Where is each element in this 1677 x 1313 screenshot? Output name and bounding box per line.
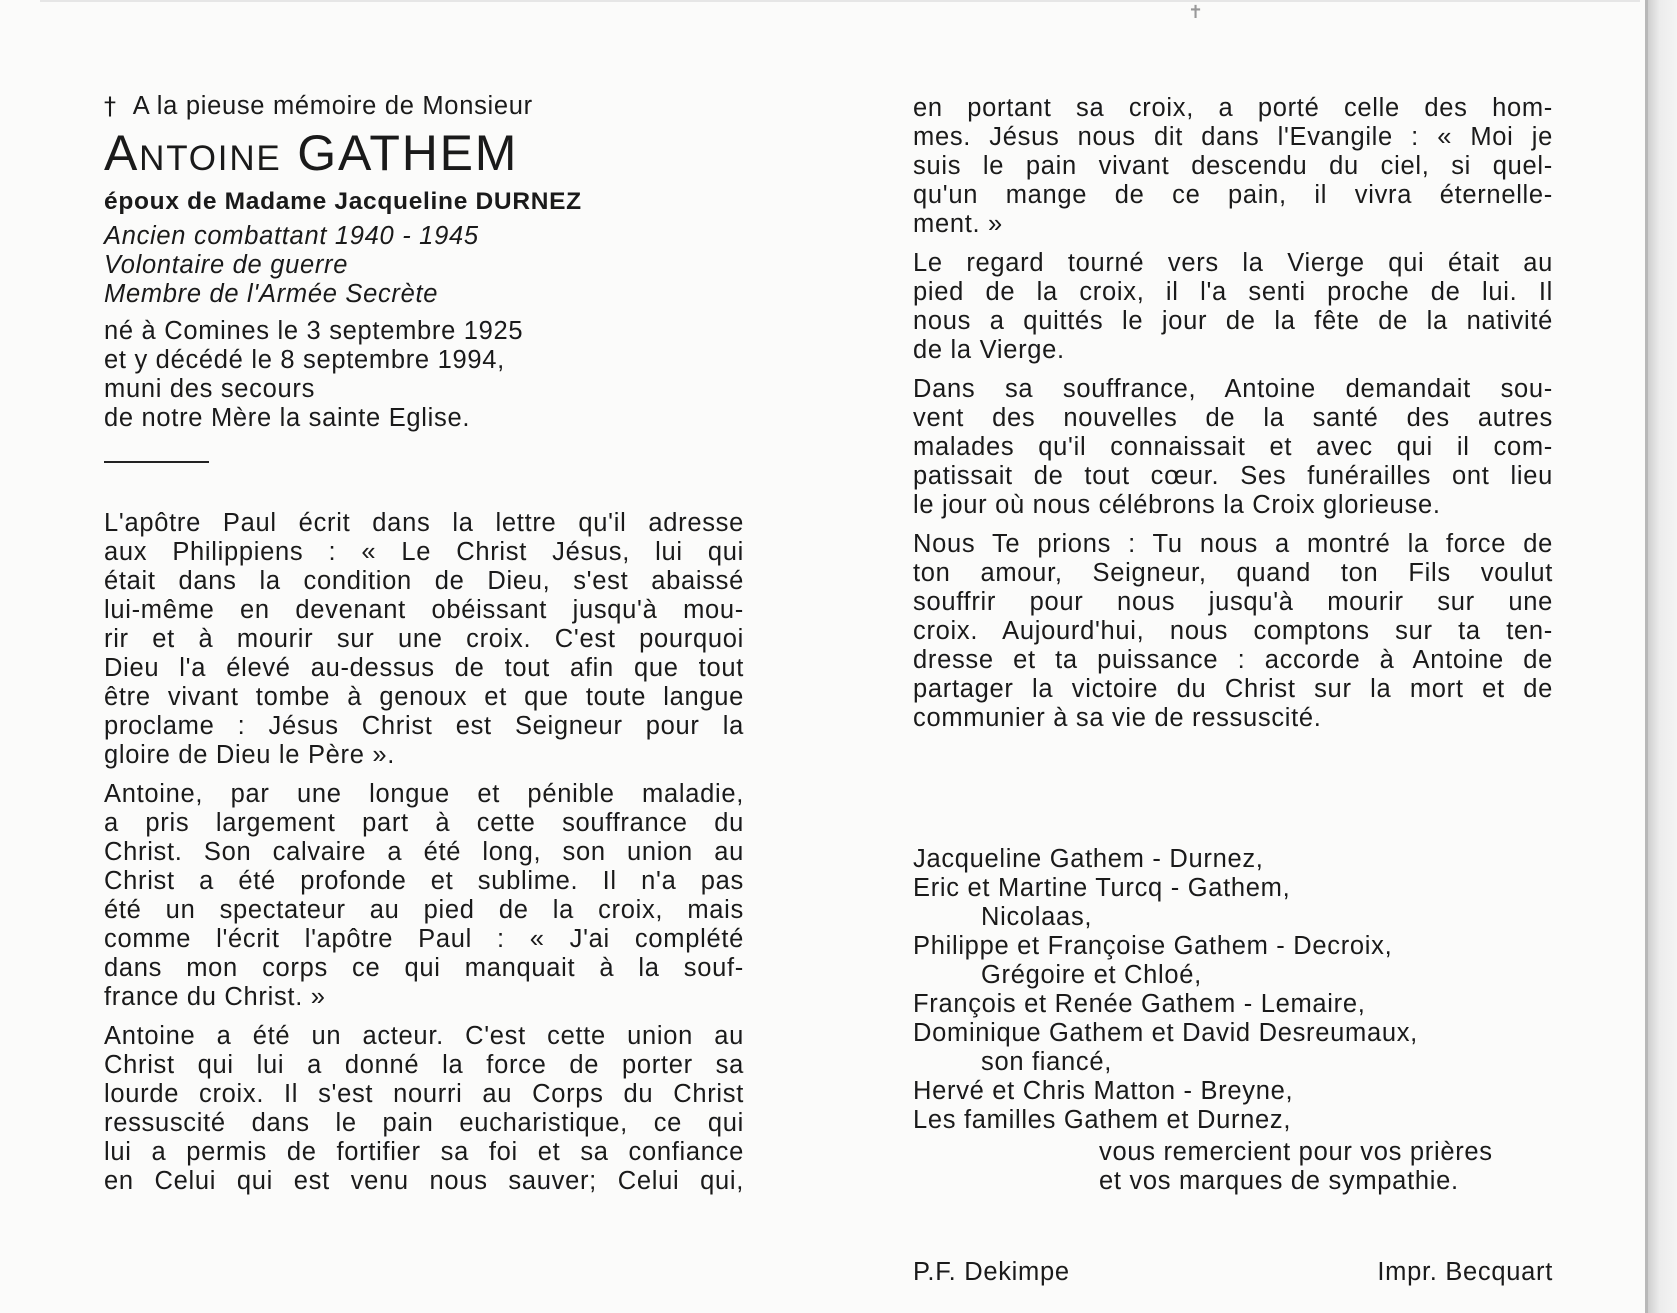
text-line: être vivant tombe à genoux et que toute langue: [104, 683, 744, 711]
text-line: partager la victoire du Christ sur la mort et de: [913, 675, 1553, 703]
signer: François et Renée Gathem - Lemaire,: [913, 990, 1366, 1018]
text-line: pied de la croix, il l'a senti proche de lui. Il: [913, 278, 1553, 306]
right-column: [913, 94, 1553, 1287]
text-line: lui a permis de fortifier sa foi et sa confiance: [104, 1138, 744, 1166]
text-paragraph: [104, 509, 744, 770]
divider: [104, 461, 209, 463]
text-line: a pris largement part à cette souffrance du: [104, 809, 744, 837]
last-name: GATHEM: [297, 125, 519, 181]
birth-line: de notre Mère la sainte Eglise.: [104, 404, 471, 432]
signer: Nicolaas,: [981, 903, 1093, 931]
text-line: L'apôtre Paul écrit dans la lettre qu'il adresse: [104, 509, 744, 537]
text-line: souffrir pour nous jusqu'à mourir sur une: [913, 588, 1553, 616]
thanks-line: et vos marques de sympathie.: [1099, 1167, 1459, 1195]
title-line: Ancien combattant 1940 - 1945: [104, 222, 479, 250]
text-line: Christ qui lui a donné la force de porter sa: [104, 1051, 744, 1079]
text-paragraph: [913, 530, 1553, 733]
text-line: qu'un mange de ce pain, il vivra éternelle-: [913, 181, 1553, 209]
cross-icon: †: [104, 92, 117, 120]
spouse-line: époux de Madame Jacqueline DURNEZ: [104, 188, 582, 215]
text-line: lui-même en devenant obéissant jusqu'à mou-: [104, 596, 744, 624]
thanks-block: [913, 1138, 1553, 1196]
text-line: le jour où nous célébrons la Croix glorieuse.: [913, 491, 1441, 519]
text-line: été un spectateur au pied de la croix, mais: [104, 896, 744, 924]
text-line: en Celui qui est venu nous sauver; Celui qui,: [104, 1167, 744, 1195]
text-line: suis le pain vivant descendu du ciel, si quel-: [913, 152, 1553, 180]
signer: Dominique Gathem et David Desreumaux,: [913, 1019, 1418, 1047]
text-line: comme l'écrit l'apôtre Paul : « J'ai complété: [104, 925, 744, 953]
birth-death-block: [104, 317, 744, 433]
footer: [913, 1258, 1553, 1287]
text-line: Antoine, par une longue et pénible maladie,: [104, 780, 744, 808]
text-line: france du Christ. »: [104, 983, 326, 1011]
text-line: mes. Jésus nous dit dans l'Evangile : « Moi je: [913, 123, 1553, 151]
card-top-edge: [40, 0, 1640, 2]
text-line: communier à sa vie de ressuscité.: [913, 704, 1322, 732]
text-line: aux Philippiens : « Le Christ Jésus, lui qui: [104, 538, 744, 566]
text-line: était dans la condition de Dieu, s'est abaissé: [104, 567, 744, 595]
signer: Eric et Martine Turcq - Gathem,: [913, 874, 1291, 902]
text-line: en portant sa croix, a porté celle des hom-: [913, 94, 1553, 122]
text-line: Antoine a été un acteur. C'est cette union au: [104, 1022, 744, 1050]
signer: Grégoire et Chloé,: [981, 961, 1202, 989]
signer: Hervé et Chris Matton - Breyne,: [913, 1077, 1294, 1105]
text-line: rir et à mourir sur une croix. C'est pourquoi: [104, 625, 744, 653]
signer: son fiancé,: [981, 1048, 1113, 1076]
signers-list: [913, 845, 1553, 1135]
memory-line: [104, 92, 744, 121]
text-line: gloire de Dieu le Père ».: [104, 741, 396, 769]
signer: Philippe et Françoise Gathem - Decroix,: [913, 932, 1393, 960]
text-line: malades qu'il connaissait et avec qui il com-: [913, 433, 1553, 461]
birth-line: né à Comines le 3 septembre 1925: [104, 317, 524, 345]
text-line: vent des nouvelles de la santé des autres: [913, 404, 1553, 432]
thanks-line: vous remercient pour vos prières: [1099, 1138, 1493, 1166]
text-line: Le regard tourné vers la Vierge qui était au: [913, 249, 1553, 277]
card-edge: [1648, 0, 1677, 1313]
text-paragraph: [913, 94, 1553, 239]
text-paragraph: [913, 375, 1553, 520]
text-paragraph: [104, 780, 744, 1012]
text-line: nous a quittés le jour de la fête de la nativité: [913, 307, 1553, 335]
text-line: Dieu l'a élevé au-dessus de tout afin que tout: [104, 654, 744, 682]
left-column: [104, 92, 744, 1206]
text-line: croix. Aujourd'hui, nous comptons sur ta ten-: [913, 617, 1553, 645]
print-speck: ✝: [1188, 2, 1204, 23]
text-paragraph: [104, 1022, 744, 1196]
text-line: lourde croix. Il s'est nourri au Corps du Christ: [104, 1080, 744, 1108]
birth-line: muni des secours: [104, 375, 316, 403]
signer: Les familles Gathem et Durnez,: [913, 1106, 1292, 1134]
text-line: Christ a été profonde et sublime. Il n'a pas: [104, 867, 744, 895]
text-line: Dans sa souffrance, Antoine demandait sou-: [913, 375, 1553, 403]
deceased-name: [104, 123, 744, 183]
signer: Jacqueline Gathem - Durnez,: [913, 845, 1264, 873]
text-line: ton amour, Seigneur, quand ton Fils voulut: [913, 559, 1553, 587]
title-line: Membre de l'Armée Secrète: [104, 280, 439, 308]
first-name: Antoine: [104, 125, 282, 181]
text-line: de la Vierge.: [913, 336, 1065, 364]
text-line: ment. »: [913, 210, 1003, 238]
memory-text: A la pieuse mémoire de Monsieur: [132, 92, 533, 120]
text-line: Christ. Son calvaire a été long, son union au: [104, 838, 744, 866]
text-line: ressuscité dans le pain eucharistique, ce qui: [104, 1109, 744, 1137]
text-line: proclame : Jésus Christ est Seigneur pour la: [104, 712, 744, 740]
funeral-home: P.F. Dekimpe: [913, 1258, 1070, 1286]
text-line: Nous Te prions : Tu nous a montré la force de: [913, 530, 1553, 558]
title-line: Volontaire de guerre: [104, 251, 349, 279]
text-line: patissait de tout cœur. Ses funérailles ont lieu: [913, 462, 1553, 490]
birth-line: et y décédé le 8 septembre 1994,: [104, 346, 505, 374]
text-line: dresse et ta puissance : accorde à Antoine de: [913, 646, 1553, 674]
printer: Impr. Becquart: [1377, 1258, 1553, 1286]
text-paragraph: [913, 249, 1553, 365]
text-line: dans mon corps ce qui manquait à la souf-: [104, 954, 744, 982]
